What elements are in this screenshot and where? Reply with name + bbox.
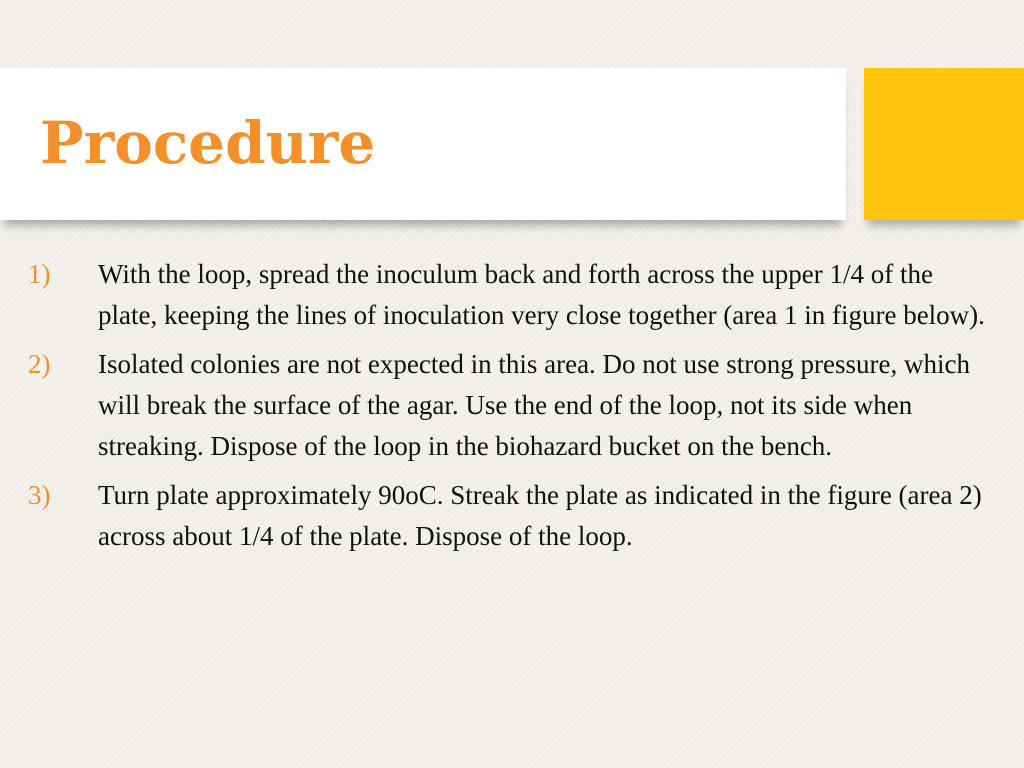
list-item-text: With the loop, spread the inoculum back and forth across the upper 1/4 of the plate, keeping the lines of inoculation very close together (area 1 in figure below). <box>98 259 985 330</box>
slide-title: Procedure <box>40 109 376 177</box>
list-item-number: 3) <box>28 480 51 510</box>
list-item-number: 2) <box>28 349 51 379</box>
procedure-list <box>28 254 998 565</box>
list-item-text: Turn plate approximately 90oC. Streak the plate as indicated in the figure (area 2) across about 1/4 of the plate. Dispose of the loop. <box>98 480 982 551</box>
list-item-number: 1) <box>28 259 51 289</box>
list-item-text: Isolated colonies are not expected in this area. Do not use strong pressure, which will break the surface of the agar. Use the end of the loop, not its side when streaking. Dispose of the loop in the biohazard bucket on the bench. <box>98 349 970 461</box>
list-item <box>28 344 998 467</box>
accent-block <box>864 68 1024 220</box>
list-item <box>28 254 998 336</box>
list-item <box>28 475 998 557</box>
